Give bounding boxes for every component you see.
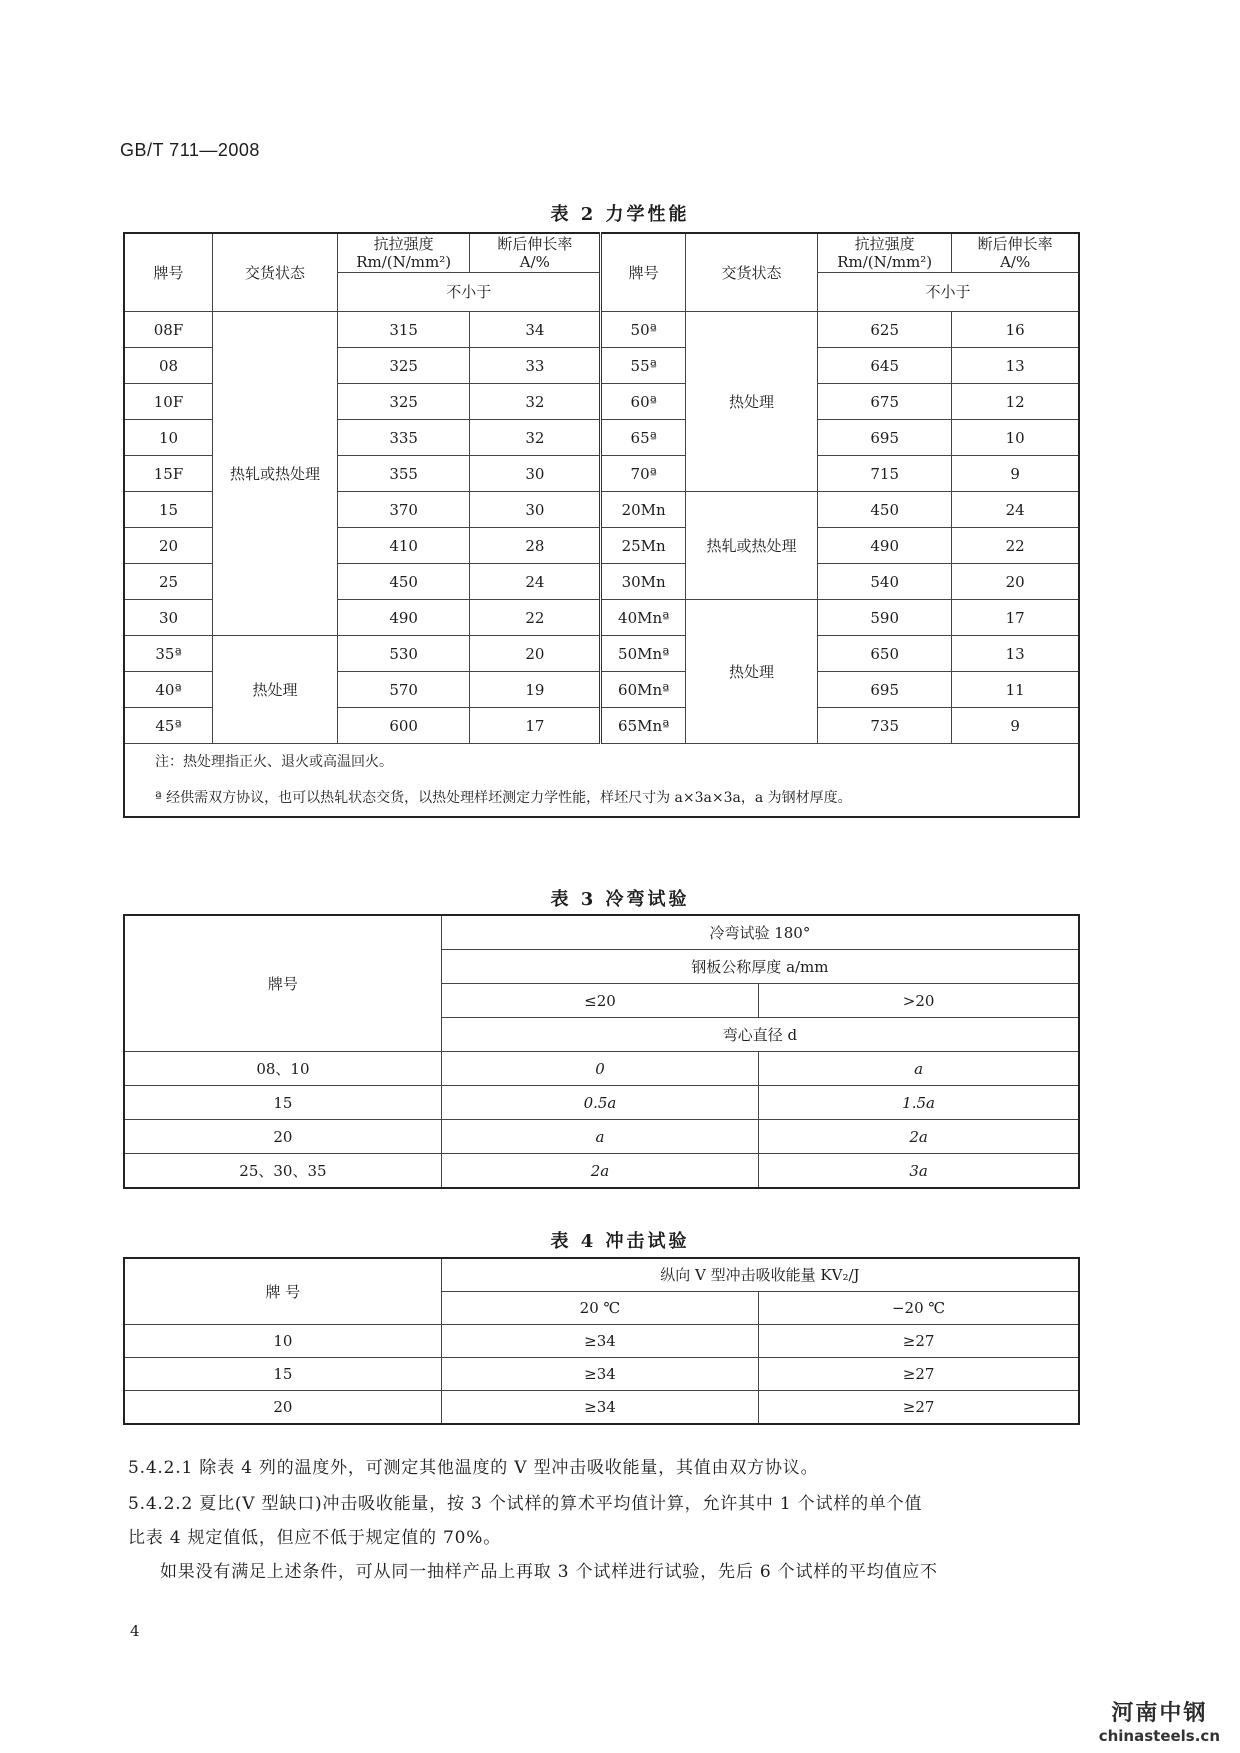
col-header-grade: 牌号	[124, 915, 441, 1052]
temp-20c: 20 ℃	[441, 1292, 758, 1325]
table-cell: 490	[818, 528, 952, 564]
table-cell: 10	[952, 420, 1079, 456]
table4-caption: 表 4 冲击试验	[550, 1231, 690, 1252]
table-cell: 22	[470, 600, 601, 636]
table-cell: 17	[952, 600, 1079, 636]
table-cell: 30	[470, 492, 601, 528]
table-row	[124, 1358, 1079, 1391]
table2-note: 注：热处理指正火、退火或高温回火。	[124, 744, 1079, 781]
table-cell: 20	[470, 636, 601, 672]
watermark-logo: 河南中钢 chinasteels.cn	[1098, 1701, 1220, 1745]
temp-minus20c: −20 ℃	[759, 1292, 1079, 1325]
table-cell: 370	[338, 492, 470, 528]
table3-caption: 表 3 冷弯试验	[550, 889, 690, 910]
table-cell: 20	[124, 1391, 441, 1425]
table-cell: 450	[818, 492, 952, 528]
table-cell: 30Mn	[601, 564, 685, 600]
table-cell: 热处理	[212, 636, 337, 744]
table-cell: 315	[338, 312, 470, 348]
bend-diameter-header: 弯心直径 d	[441, 1018, 1079, 1052]
table-cell: 28	[470, 528, 601, 564]
table-cell: 24	[952, 492, 1079, 528]
table-cell: 08	[124, 348, 212, 384]
table-cell: 695	[818, 672, 952, 708]
table-cell: 34	[470, 312, 601, 348]
table-cell: 热轧或热处理	[212, 312, 337, 636]
table-cell: 625	[818, 312, 952, 348]
col-header-a: 断后伸长率 A/%	[470, 233, 601, 273]
table-cell: 40ª	[124, 672, 212, 708]
table-cell: ≥34	[441, 1325, 758, 1358]
table-cell: 450	[338, 564, 470, 600]
table-cell: 60ª	[601, 384, 685, 420]
table-cell: 热轧或热处理	[685, 492, 817, 600]
col-header-state-right: 交货状态	[685, 233, 817, 312]
table-cell: 08、10	[124, 1052, 441, 1086]
table2-caption: 表 2 力学性能	[550, 204, 690, 225]
col-header-a-right: 断后伸长率 A/%	[952, 233, 1079, 273]
table-row	[124, 1391, 1079, 1425]
table-cell: 15	[124, 1086, 441, 1120]
table-cell: 3a	[759, 1154, 1079, 1189]
table-row	[124, 312, 1079, 348]
table-cell: ≥34	[441, 1358, 758, 1391]
not-less-label-right: 不小于	[818, 273, 1079, 312]
table-cell: 20	[124, 528, 212, 564]
table-cell: 325	[338, 348, 470, 384]
table-cell: 25	[124, 564, 212, 600]
mechanical-properties-table	[123, 232, 1080, 818]
table-cell: 9	[952, 708, 1079, 744]
table-cell: 1.5a	[759, 1086, 1079, 1120]
table-cell: ≥34	[441, 1391, 758, 1425]
clause-5-4-2-2-cont: 比表 4 规定值低，但应不低于规定值的 70%。	[128, 1528, 502, 1548]
table-cell: 16	[952, 312, 1079, 348]
col-header-grade-right: 牌号	[601, 233, 685, 312]
bend-test-header: 冷弯试验 180°	[441, 915, 1079, 950]
clause-paragraph: 如果没有满足上述条件，可从同一抽样产品上再取 3 个试样进行试验，先后 6 个试样的平均值应不	[160, 1562, 938, 1582]
thickness-header: 钢板公称厚度 a/mm	[441, 950, 1079, 984]
col-header-grade: 牌号	[124, 233, 212, 312]
table-row	[124, 1120, 1079, 1154]
table-cell: 10	[124, 1325, 441, 1358]
table-cell: 热处理	[685, 312, 817, 492]
table-cell: 590	[818, 600, 952, 636]
table-cell: 735	[818, 708, 952, 744]
table-cell: 55ª	[601, 348, 685, 384]
table-cell: 22	[952, 528, 1079, 564]
table-cell: 33	[470, 348, 601, 384]
table-cell: 65ª	[601, 420, 685, 456]
table-cell: a	[759, 1052, 1079, 1086]
table-cell: ≥27	[759, 1325, 1079, 1358]
table-cell: a	[441, 1120, 758, 1154]
table-cell: 10	[124, 420, 212, 456]
not-less-label: 不小于	[338, 273, 601, 312]
table-cell: 600	[338, 708, 470, 744]
table-cell: 20	[124, 1120, 441, 1154]
table-cell: 32	[470, 420, 601, 456]
table-cell: 70ª	[601, 456, 685, 492]
table-cell: 715	[818, 456, 952, 492]
table-cell: 15	[124, 1358, 441, 1391]
cold-bend-table	[123, 914, 1080, 1189]
table-cell: 2a	[441, 1154, 758, 1189]
table-cell: 13	[952, 636, 1079, 672]
table-cell: 32	[470, 384, 601, 420]
table-cell: 570	[338, 672, 470, 708]
table-cell: 15	[124, 492, 212, 528]
thickness-le20: ≤20	[441, 984, 758, 1018]
table-cell: 65Mnª	[601, 708, 685, 744]
table-cell: 650	[818, 636, 952, 672]
table-cell: 40Mnª	[601, 600, 685, 636]
table-cell: 530	[338, 636, 470, 672]
table-cell: 45ª	[124, 708, 212, 744]
table-cell: 490	[338, 600, 470, 636]
table-row	[124, 1154, 1079, 1189]
table-cell: 12	[952, 384, 1079, 420]
table-cell: 25Mn	[601, 528, 685, 564]
table-cell: 10F	[124, 384, 212, 420]
col-header-grade: 牌 号	[124, 1258, 441, 1325]
table-cell: 35ª	[124, 636, 212, 672]
table-cell: 11	[952, 672, 1079, 708]
table-cell: 30	[124, 600, 212, 636]
clause-5-4-2-1: 5.4.2.1 除表 4 列的温度外，可测定其他温度的 V 型冲击吸收能量，其值由双方协议。	[128, 1458, 819, 1478]
table-cell: 30	[470, 456, 601, 492]
col-header-state: 交货状态	[212, 233, 337, 312]
standard-number: GB/T 711—2008	[120, 140, 260, 160]
thickness-gt20: >20	[759, 984, 1079, 1018]
table-cell: 335	[338, 420, 470, 456]
table-cell: 19	[470, 672, 601, 708]
table-cell: 13	[952, 348, 1079, 384]
table-cell: 17	[470, 708, 601, 744]
table-cell: 410	[338, 528, 470, 564]
table-cell: 645	[818, 348, 952, 384]
table-cell: 695	[818, 420, 952, 456]
table-cell: 675	[818, 384, 952, 420]
table-cell: 9	[952, 456, 1079, 492]
impact-energy-header: 纵向 V 型冲击吸收能量 KV₂/J	[441, 1258, 1079, 1292]
table-cell: 0	[441, 1052, 758, 1086]
table-row	[124, 1052, 1079, 1086]
page-number: 4	[130, 1622, 140, 1640]
table2-footnote: ª 经供需双方协议，也可以热轧状态交货，以热处理样坯测定力学性能，样坯尺寸为 a×3a×3a，a 为钢材厚度。	[155, 790, 852, 806]
table-cell: 0.5a	[441, 1086, 758, 1120]
table-cell: 50ª	[601, 312, 685, 348]
table-cell: 355	[338, 456, 470, 492]
table-row	[124, 636, 1079, 672]
table-row	[124, 1086, 1079, 1120]
table-cell: 325	[338, 384, 470, 420]
table-cell: 60Mnª	[601, 672, 685, 708]
table-cell: 25、30、35	[124, 1154, 441, 1189]
impact-test-table	[123, 1257, 1080, 1425]
table-cell: 热处理	[685, 600, 817, 744]
table-row	[124, 1325, 1079, 1358]
col-header-rm: 抗拉强度 Rm/(N/mm²)	[338, 233, 470, 273]
table-cell: 08F	[124, 312, 212, 348]
table-cell: 2a	[759, 1120, 1079, 1154]
table-cell: ≥27	[759, 1391, 1079, 1425]
table-cell: 50Mnª	[601, 636, 685, 672]
table-cell: 24	[470, 564, 601, 600]
table-cell: ≥27	[759, 1358, 1079, 1391]
table-cell: 20Mn	[601, 492, 685, 528]
table-cell: 15F	[124, 456, 212, 492]
table-cell: 20	[952, 564, 1079, 600]
col-header-rm-right: 抗拉强度 Rm/(N/mm²)	[818, 233, 952, 273]
clause-5-4-2-2: 5.4.2.2 夏比(V 型缺口)冲击吸收能量，按 3 个试样的算术平均值计算，允许其中 1 个试样的单个值	[128, 1494, 923, 1514]
table-cell: 540	[818, 564, 952, 600]
